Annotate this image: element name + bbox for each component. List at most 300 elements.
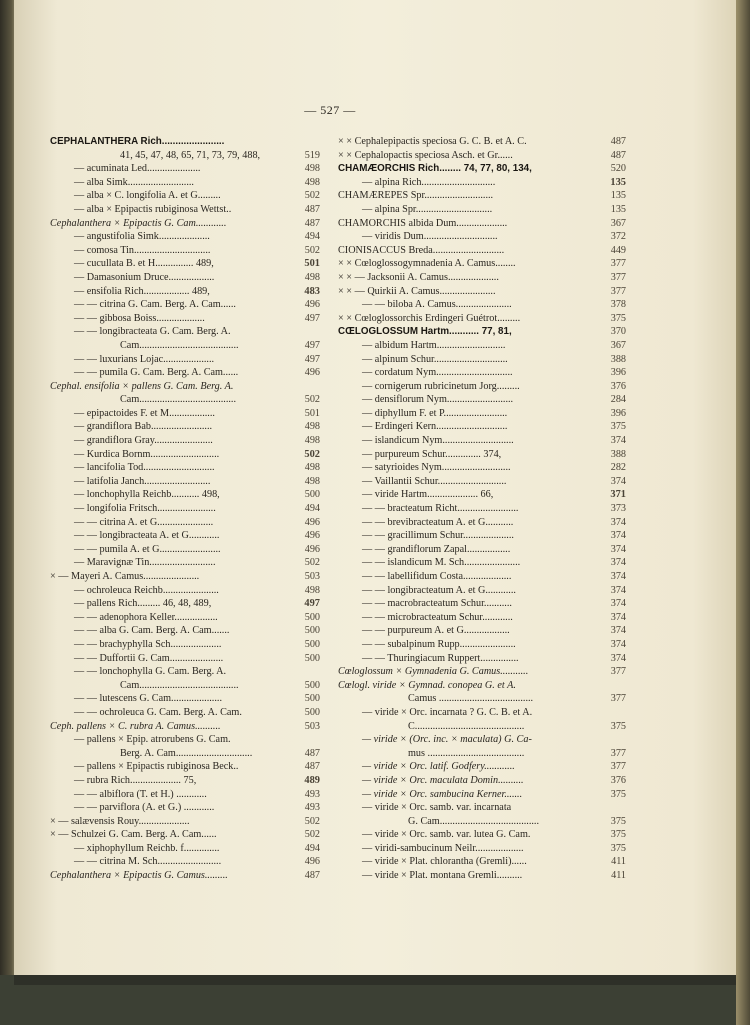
entry-text: — — grandiflorum Zapal.................	[362, 543, 511, 555]
index-entry	[50, 135, 320, 149]
entry-text: × × Cephalopactis speciosa Asch. et Gr......	[338, 149, 513, 161]
index-entry	[50, 570, 320, 584]
entry-page-ref: 374	[610, 516, 626, 528]
index-entry	[338, 176, 626, 190]
index-entry	[50, 502, 320, 516]
entry-text: — viride × Plat. chlorantha (Gremli)......	[362, 856, 527, 868]
entry-page-ref: 483	[304, 285, 320, 297]
index-entry	[338, 774, 626, 788]
entry-page-ref: 371	[610, 489, 626, 501]
index-column-left	[50, 135, 320, 883]
index-entry	[50, 679, 320, 693]
index-entry	[50, 529, 320, 543]
entry-page-ref: 500	[304, 706, 320, 718]
entry-page-ref: 487	[304, 870, 320, 882]
entry-page-ref: 375	[610, 815, 626, 827]
entry-page-ref: 135	[610, 203, 626, 215]
entry-page-ref: 498	[304, 435, 320, 447]
entry-text: CHAMORCHIS albida Dum....................	[338, 217, 508, 229]
entry-page-ref: 411	[611, 870, 626, 882]
entry-text: — — gibbosa Boiss...................	[74, 312, 205, 324]
entry-text: — latifolia Janch..........................	[74, 475, 211, 487]
index-entry	[50, 230, 320, 244]
entry-page-ref: 500	[304, 693, 320, 705]
entry-text: — — albiflora (T. et H.) ............	[74, 788, 207, 800]
entry-text: — — labellifidum Costa...................	[362, 571, 512, 582]
entry-page-ref: 496	[304, 516, 320, 528]
index-column-right	[338, 135, 626, 883]
entry-page-ref: 378	[610, 299, 626, 311]
entry-page-ref: 497	[304, 598, 320, 610]
index-entry	[50, 298, 320, 312]
index-entry	[338, 638, 626, 652]
entry-text: — — longibracteata A. et G............	[74, 530, 220, 542]
entry-page-ref: 487	[610, 136, 626, 147]
index-entry	[50, 597, 320, 611]
entry-text: Cephalanthera × Epipactis G. Camus.........	[50, 870, 228, 882]
index-entry	[50, 706, 320, 720]
entry-text: — — luxurians Lojac....................	[74, 353, 215, 365]
index-entry	[50, 271, 320, 285]
index-entry	[50, 543, 320, 557]
entry-text: mus ......................................	[408, 747, 525, 759]
index-entry	[338, 162, 626, 176]
entry-page-ref: 370	[610, 326, 626, 338]
entry-page-ref: 496	[304, 530, 320, 542]
index-entry	[338, 271, 626, 285]
index-entry	[338, 570, 626, 584]
index-entry	[338, 597, 626, 611]
entry-page-ref: 498	[304, 462, 320, 474]
index-entry	[338, 407, 626, 421]
entry-text: × × — Quirkii A. Camus......................	[338, 285, 496, 297]
entry-page-ref: 496	[304, 543, 320, 555]
entry-text: — — longibracteata G. Cam. Berg. A.	[74, 326, 231, 338]
entry-text: — — brachyphylla Sch....................	[74, 638, 222, 650]
entry-page-ref: 496	[304, 367, 320, 379]
index-entry	[50, 217, 320, 231]
entry-page-ref: 374	[610, 611, 626, 623]
index-entry	[338, 624, 626, 638]
index-entry	[338, 706, 616, 720]
entry-text: — epipactoides F. et M..................	[74, 407, 215, 419]
entry-text: — longifolia Fritsch.......................	[74, 503, 216, 515]
index-entry	[338, 543, 626, 557]
entry-text: — — purpureum A. et G..................	[362, 625, 510, 637]
entry-page-ref: 377	[610, 693, 626, 705]
entry-page-ref: 374	[610, 598, 626, 610]
index-entry	[338, 611, 626, 625]
entry-page-ref: 374	[610, 543, 626, 555]
entry-text: CEPHALANTHERA Rich.......................	[50, 136, 225, 147]
entry-text: — pallens × Epip. atrorubens G. Cam.	[74, 734, 231, 746]
entry-page-ref: 374	[610, 638, 626, 650]
entry-text: — — bracteatum Richt........................	[362, 503, 519, 515]
entry-page-ref: 377	[610, 761, 626, 773]
entry-page-ref: 501	[304, 258, 320, 270]
index-entry	[50, 760, 320, 774]
index-entry	[338, 869, 626, 883]
entry-text: — Erdingeri Kern............................	[362, 421, 508, 433]
entry-text: — purpureum Schur.............. 374,	[362, 448, 502, 460]
entry-text: — viride × Orc. sambucina Kerner.......	[362, 788, 523, 800]
entry-page-ref: 498	[304, 584, 320, 596]
index-entry	[338, 312, 626, 326]
entry-text: — — biloba A. Camus......................	[362, 299, 512, 311]
entry-text: — ochroleuca Reichb......................	[74, 584, 219, 596]
index-entry	[50, 584, 320, 598]
entry-page-ref: 503	[304, 720, 320, 732]
entry-page-ref: 500	[304, 679, 320, 691]
entry-text: — — parviflora (A. et G.) ............	[74, 802, 215, 814]
index-entry	[338, 448, 626, 462]
entry-text: × — salævensis Rouy....................	[50, 815, 190, 827]
entry-text: — — citrina G. Cam. Berg. A. Cam......	[74, 299, 236, 311]
entry-page-ref: 135	[610, 176, 626, 188]
entry-page-ref: 375	[610, 312, 626, 324]
entry-page-ref: 375	[610, 421, 626, 433]
index-entry	[50, 461, 320, 475]
index-entry	[338, 244, 626, 258]
index-entry	[50, 380, 320, 394]
entry-page-ref: 396	[610, 407, 626, 419]
entry-text: — lonchophylla Reichb........... 498,	[74, 489, 220, 501]
entry-text: C...........................................	[408, 720, 525, 732]
entry-text: — acuminata Led.....................	[74, 163, 201, 175]
entry-text: — alba × Epipactis rubiginosa Wettst..	[74, 203, 232, 215]
entry-page-ref: 498	[304, 163, 320, 175]
index-entry	[338, 855, 626, 869]
index-entry	[338, 366, 626, 380]
entry-page-ref: 489	[304, 774, 320, 786]
entry-page-ref: 493	[304, 788, 320, 800]
entry-text: Berg. A. Cam..............................	[120, 747, 253, 759]
index-entry	[50, 801, 320, 815]
entry-page-ref: 375	[610, 788, 626, 800]
index-entry	[338, 380, 626, 394]
entry-text: — grandiflora Gray.......................	[74, 435, 213, 447]
entry-text: Ceph. pallens × C. rubra A. Camus..........	[50, 720, 221, 732]
index-entry	[50, 448, 320, 462]
index-entry	[50, 516, 320, 530]
entry-page-ref: 520	[610, 163, 626, 175]
entry-text: — viride × Orc. incarnata ? G. C. B. et A.	[362, 706, 533, 718]
index-entry	[50, 720, 320, 734]
entry-page-ref: 501	[304, 407, 320, 419]
entry-page-ref: 497	[304, 312, 320, 324]
index-entry	[338, 285, 626, 299]
index-entry	[338, 217, 626, 231]
entry-text: — cordatum Nym..............................	[362, 367, 513, 379]
entry-text: × — Mayeri A. Camus......................	[50, 571, 200, 582]
index-entry	[50, 665, 320, 679]
entry-text: CŒLOGLOSSUM Hartm........... 77, 81,	[338, 326, 512, 338]
index-entry	[338, 842, 626, 856]
entry-page-ref: 497	[304, 353, 320, 365]
entry-text: × × Cephalepipactis speciosa G. C. B. et A. C.	[338, 136, 527, 147]
entry-text: — islandicum Nym............................	[362, 435, 514, 447]
index-entry	[50, 815, 320, 829]
entry-text: — xiphophyllum Reichb. f..............	[74, 842, 220, 854]
entry-text: Cœloglossum × Gymnadenia G. Camus...........	[338, 666, 529, 678]
index-entry	[338, 488, 626, 502]
entry-page-ref: 500	[304, 611, 320, 623]
entry-page-ref: 367	[610, 217, 626, 229]
entry-page-ref: 377	[610, 285, 626, 297]
index-entry	[338, 801, 616, 815]
entry-page-ref: 376	[610, 774, 626, 786]
entry-page-ref: 375	[610, 720, 626, 732]
entry-text: — — ochroleuca G. Cam. Berg. A. Cam.	[74, 706, 242, 718]
entry-page-ref: 284	[610, 394, 626, 406]
page-number: — 527 —	[304, 103, 356, 117]
index-entry	[338, 516, 626, 530]
index-entry	[338, 325, 626, 339]
entry-page-ref: 498	[304, 271, 320, 283]
entry-text: — — alba G. Cam. Berg. A. Cam.......	[74, 625, 230, 637]
index-entry	[50, 353, 320, 367]
entry-text: — ensifolia Rich.................. 489,	[74, 285, 210, 297]
entry-page-ref: 497	[304, 339, 320, 351]
index-entry	[50, 393, 320, 407]
entry-text: — grandiflora Bab........................	[74, 421, 213, 433]
entry-page-ref: 494	[304, 231, 320, 243]
entry-text: — alpinum Schur.............................	[362, 353, 508, 365]
index-entry	[50, 203, 320, 217]
index-entry	[338, 665, 626, 679]
index-entry	[338, 393, 626, 407]
entry-text: — — macrobracteatum Schur...........	[362, 598, 512, 610]
entry-text: — — brevibracteatum A. et G...........	[362, 516, 514, 528]
index-entry	[338, 815, 626, 829]
index-entry	[50, 285, 320, 299]
entry-page-ref: 496	[304, 856, 320, 868]
entry-text: — pallens Rich......... 46, 48, 489,	[74, 598, 212, 610]
index-entry	[50, 189, 320, 203]
entry-page-ref: 374	[610, 475, 626, 487]
index-entry	[50, 312, 320, 326]
entry-text: Cam......................................	[120, 394, 237, 406]
index-entry	[50, 244, 320, 258]
index-entry	[338, 760, 626, 774]
entry-text: — diphyllum F. et P.........................	[362, 407, 508, 419]
entry-page-ref: 494	[304, 842, 320, 854]
entry-page-ref: 377	[610, 258, 626, 270]
entry-text: — — lonchophylla G. Cam. Berg. A.	[74, 666, 227, 678]
entry-text: CIONISACCUS Breda............................	[338, 244, 505, 256]
index-entry	[338, 720, 626, 734]
entry-page-ref: 493	[304, 802, 320, 814]
entry-page-ref: 498	[304, 421, 320, 433]
entry-page-ref: 449	[610, 244, 626, 256]
entry-page-ref: 519	[304, 149, 320, 161]
index-entry	[50, 475, 320, 489]
index-entry	[50, 733, 320, 747]
index-entry	[338, 828, 626, 842]
entry-text: Cam.......................................	[120, 339, 239, 351]
entry-text: — cucullata B. et H............... 489,	[74, 258, 214, 270]
entry-page-ref: 374	[610, 530, 626, 542]
entry-text: CHAMÆREPES Spr...........................	[338, 190, 494, 202]
index-entry	[338, 230, 626, 244]
entry-page-ref: 367	[610, 339, 626, 351]
entry-page-ref: 498	[304, 475, 320, 487]
entry-page-ref: 487	[610, 149, 626, 161]
entry-page-ref: 411	[611, 856, 626, 868]
entry-text: Cam.......................................	[120, 679, 239, 691]
entry-text: — viride Hartm.................... 66,	[362, 489, 494, 501]
entry-page-ref: 372	[610, 231, 626, 243]
entry-page-ref: 376	[610, 380, 626, 392]
entry-page-ref: 487	[304, 217, 320, 229]
index-entry	[50, 611, 320, 625]
entry-page-ref: 500	[304, 652, 320, 664]
index-entry	[50, 652, 320, 666]
index-entry	[338, 529, 626, 543]
entry-text: — pallens × Epipactis rubiginosa Beck..	[74, 761, 239, 773]
entry-page-ref: 377	[610, 666, 626, 678]
index-entry	[338, 475, 626, 489]
index-entry	[338, 502, 626, 516]
index-entry	[50, 855, 320, 869]
index-entry	[338, 298, 626, 312]
entry-page-ref: 377	[610, 747, 626, 759]
index-entry	[338, 203, 626, 217]
entry-text: — viride × Plat. montana Gremli..........	[362, 870, 523, 882]
index-entry	[338, 434, 626, 448]
index-entry	[50, 434, 320, 448]
entry-page-ref: 487	[304, 203, 320, 215]
index-entry	[50, 176, 320, 190]
index-entry	[50, 774, 320, 788]
entry-page-ref: 487	[304, 747, 320, 759]
index-entry	[50, 842, 320, 856]
entry-page-ref: 502	[304, 815, 320, 827]
index-entry	[50, 556, 320, 570]
entry-text: — viridi-sambucinum Neilr...................	[362, 842, 524, 854]
entry-text: — viride × Orc. latif. Godfery............	[362, 761, 515, 773]
entry-text: Cephal. ensifolia × pallens G. Cam. Berg. A.	[50, 380, 234, 392]
entry-text: — — Thuringiacum Ruppert...............	[362, 652, 519, 664]
index-entry	[50, 788, 320, 802]
entry-text: — — lutescens G. Cam....................	[74, 693, 222, 705]
entry-page-ref: 388	[610, 353, 626, 365]
index-entry	[338, 339, 626, 353]
entry-text: × — Schulzei G. Cam. Berg. A. Cam......	[50, 829, 217, 841]
index-entry	[338, 353, 626, 367]
entry-text: — cornigerum rubricinetum Jorg.........	[362, 380, 520, 392]
index-entry	[338, 679, 616, 693]
entry-page-ref: 374	[610, 571, 626, 582]
entry-text: Camus .....................................	[408, 693, 534, 705]
entry-text: — alba × C. longifolia A. et G.........	[74, 190, 221, 202]
entry-text: — — microbracteatum Schur............	[362, 611, 513, 623]
index-entry	[338, 257, 626, 271]
entry-text: — Maravignæ Tin..........................	[74, 557, 216, 569]
entry-text: — densiflorum Nym..........................	[362, 394, 514, 406]
entry-page-ref: 496	[304, 299, 320, 311]
entry-page-ref: 374	[610, 625, 626, 637]
entry-page-ref: 500	[304, 489, 320, 501]
entry-text: — — islandicum M. Sch......................	[362, 557, 521, 569]
index-entry	[50, 149, 320, 163]
entry-page-ref: 388	[610, 448, 626, 460]
entry-text: CHAMÆORCHIS Rich........ 74, 77, 80, 134,	[338, 163, 532, 175]
entry-page-ref: 503	[304, 571, 320, 582]
entry-page-ref: 375	[610, 842, 626, 854]
entry-page-ref: 500	[304, 638, 320, 650]
entry-page-ref: 282	[610, 462, 626, 474]
entry-page-ref: 502	[304, 190, 320, 202]
entry-text: Cœlogl. viride × Gymnad. conopea G. et A.	[338, 679, 516, 691]
entry-page-ref: 487	[304, 761, 320, 773]
index-entry	[338, 135, 626, 149]
index-entry	[338, 556, 626, 570]
index-entry	[338, 461, 626, 475]
index-entry	[338, 747, 626, 761]
index-entry	[50, 162, 320, 176]
entry-text: — viride × Orc. maculata Domin..........	[362, 774, 524, 786]
index-entry	[50, 366, 320, 380]
book-edge-right	[736, 0, 750, 1025]
entry-text: — Vaillantii Schur...........................	[362, 475, 507, 487]
index-entry	[50, 488, 320, 502]
index-entry	[50, 638, 320, 652]
index-entry	[338, 652, 626, 666]
entry-text: — — gracillimum Schur....................	[362, 530, 514, 542]
index-entry	[50, 325, 320, 339]
entry-text: — viridis Dum.............................	[362, 231, 498, 243]
index-entry	[50, 407, 320, 421]
index-entry	[50, 692, 320, 706]
entry-page-ref: 135	[610, 190, 626, 202]
entry-text: — — adenophora Keller.................	[74, 611, 218, 623]
entry-page-ref: 373	[610, 503, 626, 515]
index-entry	[50, 420, 320, 434]
index-entry	[338, 189, 626, 203]
entry-text: — — longibracteatum A. et G............	[362, 584, 516, 596]
entry-text: 41, 45, 47, 48, 65, 71, 73, 79, 488,	[120, 149, 261, 161]
index-entry	[50, 747, 320, 761]
entry-page-ref: 502	[304, 394, 320, 406]
entry-text: — viride × Orc. samb. var. incarnata	[362, 802, 512, 814]
entry-text: — viride × Orc. samb. var. lutea G. Cam.	[362, 829, 531, 841]
index-entry	[338, 149, 626, 163]
entry-text: × × — Jacksonii A. Camus....................	[338, 271, 499, 283]
entry-page-ref: 374	[610, 652, 626, 664]
entry-text: — alpina Spr..............................	[362, 203, 493, 215]
entry-text: — Damasonium Druce..................	[74, 271, 215, 283]
entry-page-ref: 377	[610, 271, 626, 283]
entry-text: — lancifolia Tod............................	[74, 462, 215, 474]
entry-text: — rubra Rich.................... 75,	[74, 774, 197, 786]
index-entry	[338, 584, 626, 598]
entry-page-ref: 374	[610, 435, 626, 447]
entry-text: — — subalpinum Rupp......................	[362, 638, 516, 650]
entry-page-ref: 374	[610, 584, 626, 596]
entry-text: — viride × (Orc. inc. × maculata) G. Ca-	[362, 734, 532, 746]
entry-text: — alpina Rich.............................	[362, 176, 496, 188]
entry-text: × × Cœloglossorchis Erdingeri Guétrot.........	[338, 312, 521, 324]
entry-page-ref: 502	[304, 829, 320, 841]
entry-text: — — pumila A. et G........................	[74, 543, 221, 555]
index-entry	[338, 733, 616, 747]
entry-text: — satyrioides Nym...........................	[362, 462, 511, 474]
entry-text: — angustifolia Simk....................	[74, 231, 210, 243]
entry-page-ref: 500	[304, 625, 320, 637]
index-entry	[338, 692, 626, 706]
entry-text: × × Cœloglossogymnadenia A. Camus........	[338, 258, 516, 270]
